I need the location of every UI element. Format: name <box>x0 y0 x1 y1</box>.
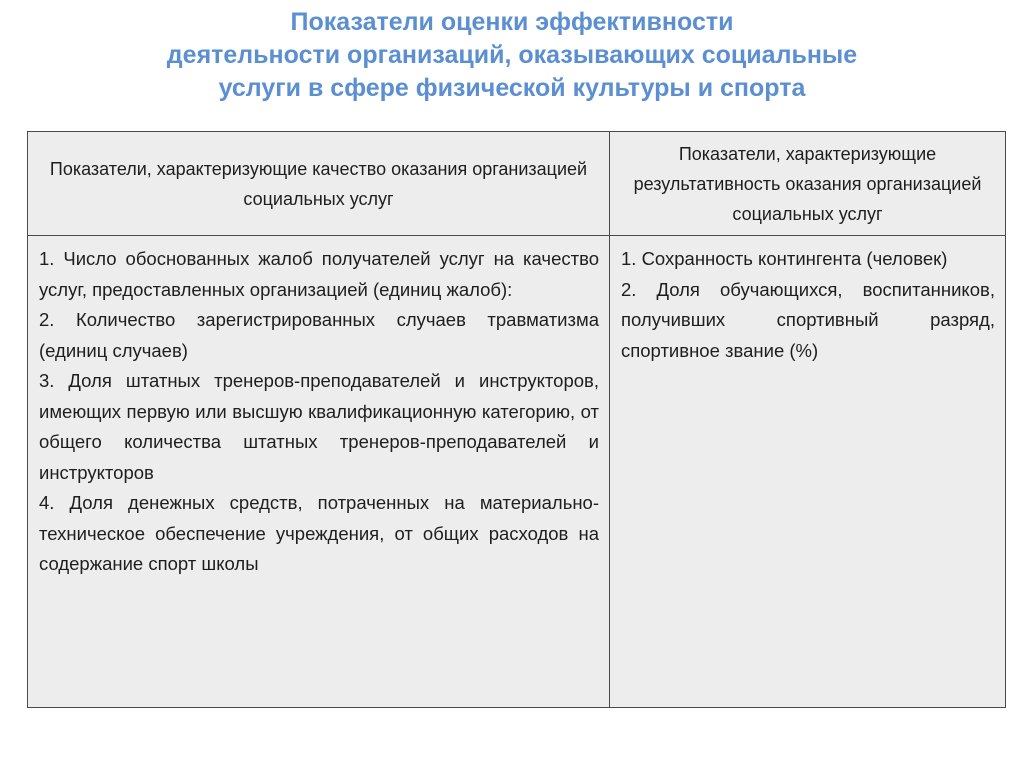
result-item: 2. Доля обучающихся, воспитанников, получивших спортивный разряд, спортивное звание (%) <box>621 278 995 361</box>
table-header-row <box>28 132 1006 236</box>
result-item: 1. Сохранность контингента (человек) <box>621 248 948 269</box>
title-line-1: Показатели оценки эффективности <box>290 8 734 36</box>
title-line-3: услуги в сфере физической культуры и спорта <box>218 74 806 102</box>
slide-title <box>40 6 984 105</box>
indicators-table <box>27 131 1006 708</box>
title-line-2: деятельности организаций, оказывающих социальные <box>166 41 858 69</box>
results-column-header: Показатели, характеризующие результативность оказания организацией социальных услуг <box>610 132 1006 236</box>
quality-item: 2. Количество зарегистрированных случаев травматизма (единиц случаев) <box>39 309 599 361</box>
result-indicators-cell <box>610 236 1006 708</box>
quality-item: 3. Доля штатных тренеров-преподавателей и инструкторов, имеющих первую или высшую квалификационную категорию, от общего количества штатных тренеров-преподавателей и инструкторов <box>39 370 599 483</box>
quality-item: 4. Доля денежных средств, потраченных на материально-техническое обеспечение учреждения, от общих расходов на содержание спорт школы <box>39 492 599 574</box>
quality-column-header: Показатели, характеризующие качество оказания организацией социальных услуг <box>28 132 610 236</box>
quality-item: 1. Число обоснованных жалоб получателей услуг на качество услуг, предоставленных организацией (единиц жалоб): <box>39 248 599 300</box>
quality-indicators-cell <box>28 236 610 708</box>
table-row <box>28 236 1006 708</box>
